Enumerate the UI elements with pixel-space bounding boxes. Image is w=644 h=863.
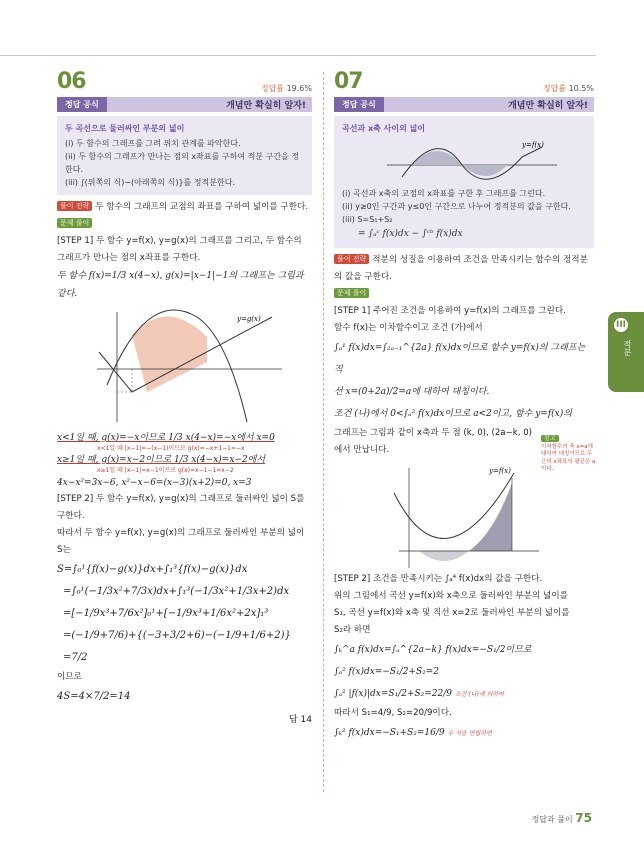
chapter-tab <box>608 312 644 392</box>
q06-eq4: =(−1/9+7/6)+{(−3+3/2+6)−(−1/9+1/6+2)} <box>63 630 291 641</box>
g-label: y=g(x) <box>237 315 261 323</box>
q07-box-title: 곡선과 x축 사이의 넓이 <box>342 124 426 133</box>
q06-case2: x≥1일 때, g(x)=x−2이므로 1/3 x(4−x)=x−2에서 <box>57 455 266 465</box>
q07-p2: S₁, 곡선 y=f(x)와 x축 및 직선 x=2로 둘러싸인 부분의 넓이를 <box>334 608 570 618</box>
q06-strategy: 풀이 전략 두 함수의 그래프의 교점의 좌표를 구하여 넓이를 구한다. <box>57 199 312 216</box>
chapter-number: III <box>615 320 627 330</box>
footer-label: 정답과 풀이 <box>531 815 573 824</box>
q06-given: 두 함수 f(x)=1/3 x(4−x), g(x)=|x−1|−1의 그래프는 그림과 같다. <box>57 271 304 299</box>
q06-eq1: S=∫₀¹{f(x)−g(x)}dx+∫₁³{f(x)−g(x)}dx <box>57 564 248 575</box>
q07-step1: [STEP 1] 주어진 조건을 이용하여 y=f(x)의 그래프를 그린다. <box>334 306 566 316</box>
q07-e4: 따라서 S₁=4/9, S₂=20/9이다. <box>334 708 452 718</box>
q06-formula-box <box>57 116 312 195</box>
chapter-title: 적분 <box>623 340 632 356</box>
q07-graph <box>384 463 544 571</box>
s1-region <box>419 551 469 561</box>
q06-header <box>57 70 312 94</box>
q06-therefore: 이므로 <box>57 672 82 682</box>
q07-e3: ∫ₐ² |f(x)|dx=S₁/2+S₂=22/9 조건 (나)에 의하여 <box>334 689 504 699</box>
q07-box-line: (iii) S=S₁+S₂ <box>342 215 393 224</box>
q07-box-line: = ∫ₐᶜ f(x)dx − ∫ᶜᵇ f(x)dx <box>358 229 463 239</box>
q06-slogan: 개념만 확실히 알자! <box>226 101 306 111</box>
q06-rate: 정답률 19.6% <box>260 84 312 93</box>
q07-box-line: (i) 곡선과 x축의 교점의 x좌표를 구한 후 그래프를 그린다. <box>342 189 546 198</box>
q07-l1: 함수 f(x)는 이차함수이고 조건 (가)에서 <box>334 323 483 333</box>
q06-tag: 정답 공식 <box>57 97 107 112</box>
q06-answer: 답 14 <box>288 715 312 725</box>
q07-number: 07 <box>334 69 363 94</box>
column-divider <box>323 72 324 792</box>
q07-box-line: (ii) y≥0인 구간과 y≤0인 구간으로 나누어 정적분의 값을 구한다. <box>342 202 571 211</box>
q06-case1: x<1일 때, g(x)=−x이므로 1/3 x(4−x)=−x에서 x=0 <box>57 433 275 443</box>
q06-area-intro: 따라서 두 함수 y=f(x), y=g(x)의 그래프로 둘러싸인 부분의 넓이 S는 <box>57 528 305 555</box>
question-07 <box>334 70 594 744</box>
q07-rate: 정답률 10.5% <box>542 84 594 93</box>
q06-box-line: (ii) 두 함수의 그래프가 만나는 점의 x좌표를 구하여 적분 구간을 정한다. <box>65 152 300 174</box>
q07-side-note: 참고 이차함수의 축 x=a에 대하여 대칭이므로 두 근의 x좌표의 평균은 a이다. <box>541 435 596 472</box>
q07-solution-label: 문제 풀이 <box>334 286 594 303</box>
q07-l3: 선 x=(0+2a)/2=a에 대하여 대칭이다. <box>334 387 490 397</box>
page-number: 75 <box>575 811 592 825</box>
f-label: y=f(x) <box>522 141 544 149</box>
q06-case2b: 4x−x²=3x−6, x²−x−6=(x−3)(x+2)=0, x=3 <box>57 478 252 488</box>
s2-region <box>469 483 512 551</box>
q06-box-line: (iii) ∫(위쪽의 식)−(아래쪽의 식)}를 정적분한다. <box>65 178 235 187</box>
q06-eq5: =7/2 <box>63 652 88 663</box>
q06-eq3: =[−1/9x³+7/6x²]₀¹+[−1/9x³+1/6x²+2x]₁³ <box>63 608 269 619</box>
q06-graph <box>87 307 287 425</box>
q06-eq2: =∫₀¹(−1/3x²+7/3x)dx+∫₁³(−1/3x²+1/3x+2)dx <box>63 586 290 597</box>
s2-region <box>462 165 507 176</box>
q07-box-graph <box>382 137 562 187</box>
q06-box-title: 두 곡선으로 둘러싸인 부분의 넓이 <box>65 124 185 133</box>
q07-formula-bar <box>334 97 594 112</box>
q07-step2: [STEP 2] 조건을 만족시키는 ∫ₐ⁴ f(x)dx의 값을 구한다. <box>334 574 543 584</box>
q06-shaded-region <box>132 316 207 392</box>
question-06 <box>57 70 312 725</box>
q07-header <box>334 70 594 94</box>
q06-case1-note: x<1일 때 |x−1|=−(x−1)이므로 g(x)=−x+1−1=−x <box>97 445 245 452</box>
q07-tag: 정답 공식 <box>334 97 384 112</box>
q06-number: 06 <box>57 69 86 94</box>
q07-p3: S₂라 하면 <box>334 625 371 635</box>
q06-final: 4S=4×7/2=14 <box>57 691 131 702</box>
q07-p1: 위의 그림에서 곡선 y=f(x)와 x축으로 둘러싸인 부분의 넓이를 <box>334 591 568 601</box>
top-rule <box>0 55 596 56</box>
q07-strategy: 풀이 전략 적분의 성질을 이용하여 조건을 만족시키는 함수의 정적분의 값을 구한다. <box>334 255 588 282</box>
f-label: y=f(x) <box>489 467 511 475</box>
q07-e5: ∫ₖ² f(x)dx=−S₁+S₂=16/9 두 식을 연립하면 <box>334 728 492 738</box>
q06-step2: [STEP 2] 두 함수 y=f(x), y=g(x)의 그래프로 둘러싸인 넓이 S를 구한다. <box>57 494 305 521</box>
s1-region <box>412 151 462 165</box>
q06-solution-label: 문제 풀이 <box>57 216 312 233</box>
page-footer <box>532 811 592 825</box>
q07-e1: ∫ₖ^a f(x)dx=∫ₐ^{2a−k} f(x)dx=−S₁/2이므로 <box>334 645 532 655</box>
q07-slogan: 개념만 확실히 알자! <box>508 101 588 111</box>
q07-l5: 그래프는 그림과 같이 x축과 두 점 (k, 0), (2a−k, 0)에서 만납니다. <box>334 428 533 455</box>
q06-formula-bar <box>57 97 312 112</box>
q07-l4: 조건 (나)에서 0<∫ₐ² f(x)dx이므로 a<2이고, 함수 y=f(x)의 <box>334 409 572 419</box>
q06-step1: [STEP 1] 두 함수 y=f(x), y=g(x)의 그래프를 그리고, 두 함수의 그래프가 만나는 점의 x좌표를 구한다. <box>57 236 302 263</box>
q06-box-line: (i) 두 함수의 그래프를 그려 위치 관계를 파악한다. <box>65 139 241 148</box>
q07-l2: ∫ₐ¹ f(x)dx=∫₂ₐ₋₁^{2a} f(x)dx이므로 함수 y=f(x)의 그래프는 직 <box>334 343 586 375</box>
q06-case2-note: x≥1일 때 |x−1|=x−1이므로 g(x)=x−1−1=x−2 <box>97 467 234 474</box>
q07-e2: ∫ₐ² f(x)dx=−S₁/2+S₂=2 <box>334 667 439 677</box>
q07-formula-box <box>334 116 594 248</box>
